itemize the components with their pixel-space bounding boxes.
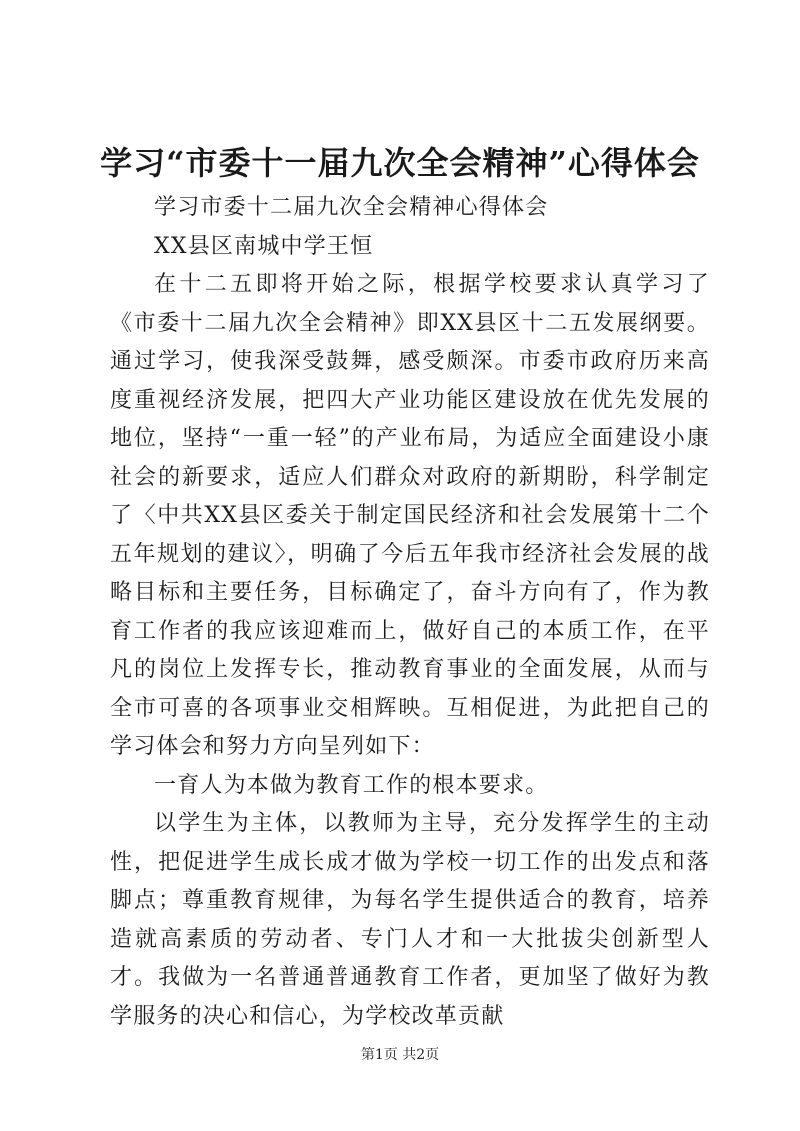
body-paragraph: 以学生为主体，以教师为主导，充分发挥学生的主动性，把促进学生成长成才做为学校一切工作的出发点和落脚点；尊重教育规律，为每名学生提供适合的教育，培养造就高素质的劳动者、专门人才和一大批拔尖创新型人才。我做为一名普通普通教育工作者，更加坚了做好为教学服务的决心和信心，为学校改革贡献 bbox=[110, 811, 710, 1029]
section-heading-paragraph: 一育人为本做为教育工作的根本要求。 bbox=[154, 772, 549, 798]
body-paragraph: 在十二五即将开始之际，根据学校要求认真学习了《市委十二届九次全会精神》即XX县区十二五发展纲要。通过学习，使我深受鼓舞，感受颇深。市委市政府历来高度重视经济发展，把四大产业功能区建设放在优先发展的地位，坚持“一重一轻”的产业布局，为适应全面建设小康社会的新要求，适应人们群众对政府的新期盼，科学制定了〈中共XX县区委关于制定国民经济和社会发展第十二个五年规划的建议〉，明确了今后五年我市经济社会发展的战略目标和主要任务，目标确定了，奋斗方向有了，作为教育工作者的我应该迎难而上，做好自己的本质工作，在平凡的岗位上发挥专长，推动教育事业的全面发展，从而与全市可喜的各项事业交相辉映。互相促进，为此把自己的学习体会和努力方向呈列如下： bbox=[110, 272, 710, 759]
page-footer: 第1页 共2页 bbox=[360, 1047, 440, 1063]
document-title: 学习“市委十一届九次全会精神”心得体会 bbox=[100, 144, 700, 182]
subtitle-paragraph: 学习市委十二届九次全会精神心得体会 bbox=[154, 195, 549, 220]
author-paragraph: XX县区南城中学王恒 bbox=[154, 233, 374, 259]
document-body bbox=[110, 189, 710, 1036]
